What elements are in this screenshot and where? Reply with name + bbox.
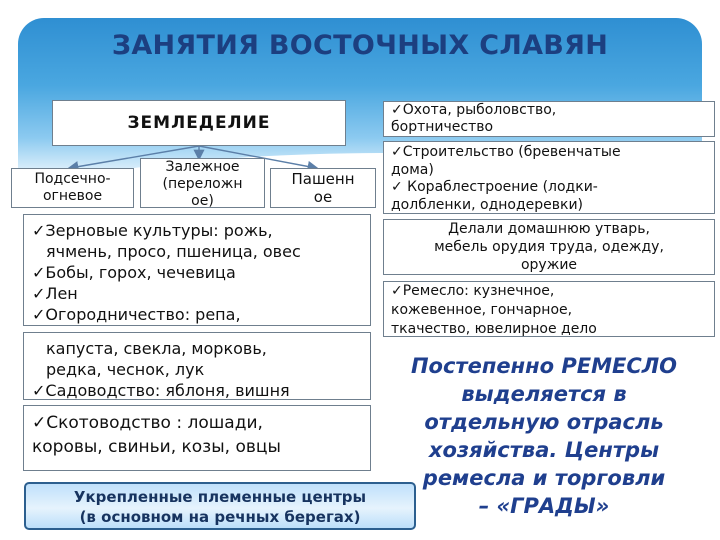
list-item: ✓Огородничество: репа, (32, 305, 241, 324)
list-item: ✓Зерновые культуры: рожь, (32, 221, 273, 240)
list-item: кожевенное, гончарное, (391, 302, 573, 318)
note-line: отдельную отрасль (424, 410, 664, 434)
list-item: ✓Охота, рыболовство, (391, 102, 557, 118)
household-box (383, 219, 715, 275)
fortified-line: (в основном на речных берегах) (79, 508, 361, 526)
list-item: дома) (391, 161, 434, 178)
list-item: ✓Скотоводство : лошади, (32, 413, 263, 433)
agri-type-line: Залежное (165, 159, 240, 175)
fortified-centers-box (24, 482, 416, 530)
list-item: ✓Лен (32, 284, 78, 303)
agri-type-line: Подсечно- (34, 171, 111, 187)
list-item: капуста, свекла, морковь, (46, 339, 267, 358)
agri-type-line: (переложн (162, 176, 243, 192)
vegetables-box (23, 332, 371, 400)
crafts-note (386, 352, 702, 520)
hunting-box (383, 101, 715, 137)
list-item: ячмень, просо, пшеница, овес (46, 242, 301, 261)
crops-box (23, 214, 371, 326)
construction-box (383, 141, 715, 214)
list-item: бортничество (391, 119, 494, 135)
list-item: ✓Садоводство: яблоня, вишня (32, 381, 290, 400)
list-item: ткачество, ювелирное дело (391, 321, 597, 337)
agri-type-fallow (140, 158, 265, 208)
list-item: оружие (520, 257, 578, 273)
fortified-line: Укрепленные племенные центры (73, 488, 367, 506)
list-item: редка, чеснок, лук (46, 360, 205, 379)
note-line: хозяйства. Центры (428, 438, 660, 462)
list-item: ✓Ремесло: кузнечное, (391, 283, 555, 299)
note-line: выделяется в (461, 382, 627, 406)
agri-type-plough (270, 168, 376, 208)
list-item: мебель орудия труда, одежду, (434, 239, 664, 255)
note-line: Постепенно РЕМЕСЛО (410, 354, 678, 378)
agri-type-line: огневое (42, 188, 103, 204)
agriculture-box: ЗЕМЛЕДЕЛИЕ (52, 100, 346, 146)
list-item: ✓ Кораблестроение (лодки- (391, 179, 598, 195)
list-item: коровы, свиньи, козы, овцы (32, 437, 281, 457)
slide-title: ЗАНЯТИЯ ВОСТОЧНЫХ СЛАВЯН (111, 30, 609, 61)
list-item: Делали домашнюю утварь, (448, 221, 650, 237)
craft-box (383, 281, 715, 337)
list-item: ✓Бобы, горох, чечевица (32, 263, 236, 282)
agri-type-line: ое (313, 188, 333, 206)
agri-type-slash-burn (11, 168, 134, 208)
livestock-box (23, 405, 371, 471)
note-line: ремесла и торговли (422, 466, 666, 490)
list-item: ✓Строительство (бревенчатые (391, 144, 621, 160)
list-item: долбленки, однодеревки) (391, 196, 584, 213)
agri-type-line: Пашенн (291, 170, 355, 188)
note-line: – «ГРАДЫ» (478, 494, 610, 518)
agri-type-line: ое) (191, 193, 214, 208)
